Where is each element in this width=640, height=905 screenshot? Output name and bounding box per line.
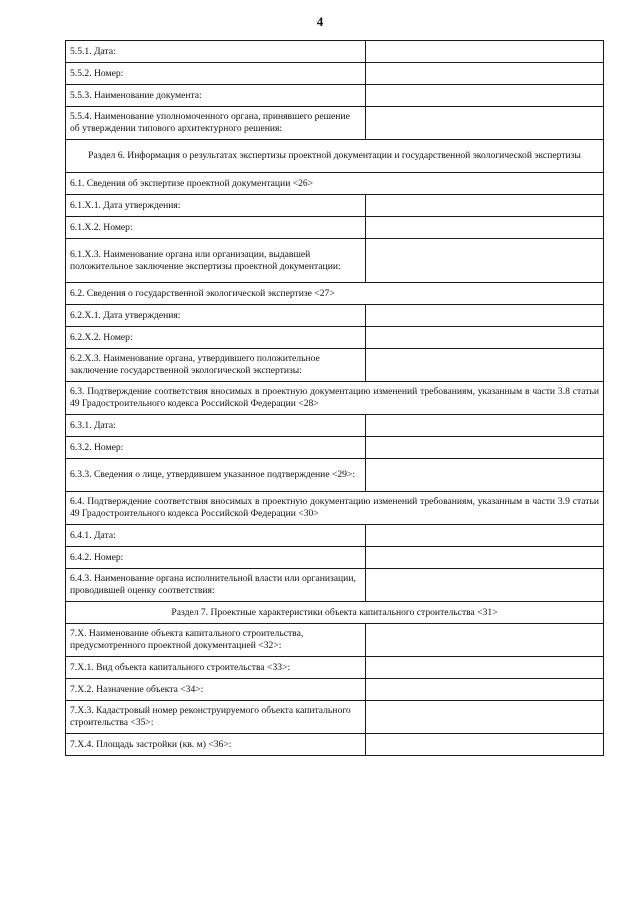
field-value[interactable] <box>366 63 604 85</box>
field-value[interactable] <box>366 305 604 327</box>
form-row <box>66 547 604 569</box>
field-value[interactable] <box>366 624 604 657</box>
field-label: 7.X. Наименование объекта капитального строительства, предусмотренного проектной документацией <32>: <box>66 624 366 657</box>
field-value[interactable] <box>366 349 604 382</box>
form-table <box>65 40 604 756</box>
form-row <box>66 239 604 283</box>
field-label: 6.3.3. Сведения о лице, утвердившем указанное подтверждение <29>: <box>66 459 366 492</box>
field-label: 6.2.X.3. Наименование органа, утвердившего положительное заключение государственной экологической экспертизы: <box>66 349 366 382</box>
form-row <box>66 107 604 140</box>
field-label: 6.4.1. Дата: <box>66 525 366 547</box>
form-row <box>66 305 604 327</box>
page-number: 4 <box>316 14 324 29</box>
field-label: 6.4.2. Номер: <box>66 547 366 569</box>
form-row <box>66 41 604 63</box>
field-value[interactable] <box>366 327 604 349</box>
subsection-heading: 6.4. Подтверждение соответствия вносимых в проектную документацию изменений требованиям, указанным в части 3.9 статьи 49 Градостроительного кодекса Российской Федерации <30> <box>66 492 604 525</box>
field-label: 5.5.3. Наименование документа: <box>66 85 366 107</box>
field-label: 5.5.1. Дата: <box>66 41 366 63</box>
field-value[interactable] <box>366 217 604 239</box>
field-label: 7.X.1. Вид объекта капитального строительства <33>: <box>66 657 366 679</box>
form-row <box>66 624 604 657</box>
form-row <box>66 63 604 85</box>
form-row <box>66 217 604 239</box>
field-label: 5.5.2. Номер: <box>66 63 366 85</box>
field-value[interactable] <box>366 41 604 63</box>
field-value[interactable] <box>366 415 604 437</box>
form-row <box>66 701 604 734</box>
field-label: 7.X.3. Кадастровый номер реконструируемого объекта капитального строительства <35>: <box>66 701 366 734</box>
subsection-heading: 6.1. Сведения об экспертизе проектной документации <26> <box>66 173 604 195</box>
field-label: 6.3.2. Номер: <box>66 437 366 459</box>
form-row <box>66 525 604 547</box>
field-label: 5.5.4. Наименование уполномоченного органа, принявшего решение об утверждении типового архитектурного решения: <box>66 107 366 140</box>
form-row <box>66 85 604 107</box>
form-row <box>66 173 604 195</box>
field-value[interactable] <box>366 679 604 701</box>
form-row <box>66 140 604 173</box>
field-value[interactable] <box>366 569 604 602</box>
field-value[interactable] <box>366 85 604 107</box>
field-value[interactable] <box>366 547 604 569</box>
field-value[interactable] <box>366 239 604 283</box>
field-value[interactable] <box>366 701 604 734</box>
subsection-heading: 6.2. Сведения о государственной экологической экспертизе <27> <box>66 283 604 305</box>
field-label: 6.1.X.1. Дата утверждения: <box>66 195 366 217</box>
form-row <box>66 734 604 756</box>
field-label: 7.X.2. Назначение объекта <34>: <box>66 679 366 701</box>
field-value[interactable] <box>366 437 604 459</box>
field-label: 7.X.4. Площадь застройки (кв. м) <36>: <box>66 734 366 756</box>
section-heading: Раздел 6. Информация о результатах экспертизы проектной документации и государственной экологической экспертизы <box>66 140 604 173</box>
form-row <box>66 327 604 349</box>
field-value[interactable] <box>366 734 604 756</box>
form-row <box>66 283 604 305</box>
form-row <box>66 415 604 437</box>
form-row <box>66 657 604 679</box>
form-row <box>66 459 604 492</box>
field-label: 6.2.X.1. Дата утверждения: <box>66 305 366 327</box>
field-value[interactable] <box>366 525 604 547</box>
form-table-body <box>66 41 604 756</box>
form-row <box>66 437 604 459</box>
field-label: 6.3.1. Дата: <box>66 415 366 437</box>
form-row <box>66 195 604 217</box>
form-row <box>66 569 604 602</box>
form-row <box>66 382 604 415</box>
field-value[interactable] <box>366 195 604 217</box>
field-value[interactable] <box>366 459 604 492</box>
field-value[interactable] <box>366 657 604 679</box>
form-row <box>66 602 604 624</box>
form-row <box>66 349 604 382</box>
field-label: 6.2.X.2. Номер: <box>66 327 366 349</box>
field-label: 6.4.3. Наименование органа исполнительной власти или организации, проводившей оценку соответствия: <box>66 569 366 602</box>
field-label: 6.1.X.2. Номер: <box>66 217 366 239</box>
form-row <box>66 492 604 525</box>
section-heading: Раздел 7. Проектные характеристики объекта капитального строительства <31> <box>66 602 604 624</box>
subsection-heading: 6.3. Подтверждение соответствия вносимых в проектную документацию изменений требованиям, указанным в части 3.8 статьи 49 Градостроительного кодекса Российской Федерации <28> <box>66 382 604 415</box>
form-row <box>66 679 604 701</box>
field-value[interactable] <box>366 107 604 140</box>
field-label: 6.1.X.3. Наименование органа или организации, выдавшей положительное заключение экспертизы проектной документации: <box>66 239 366 283</box>
